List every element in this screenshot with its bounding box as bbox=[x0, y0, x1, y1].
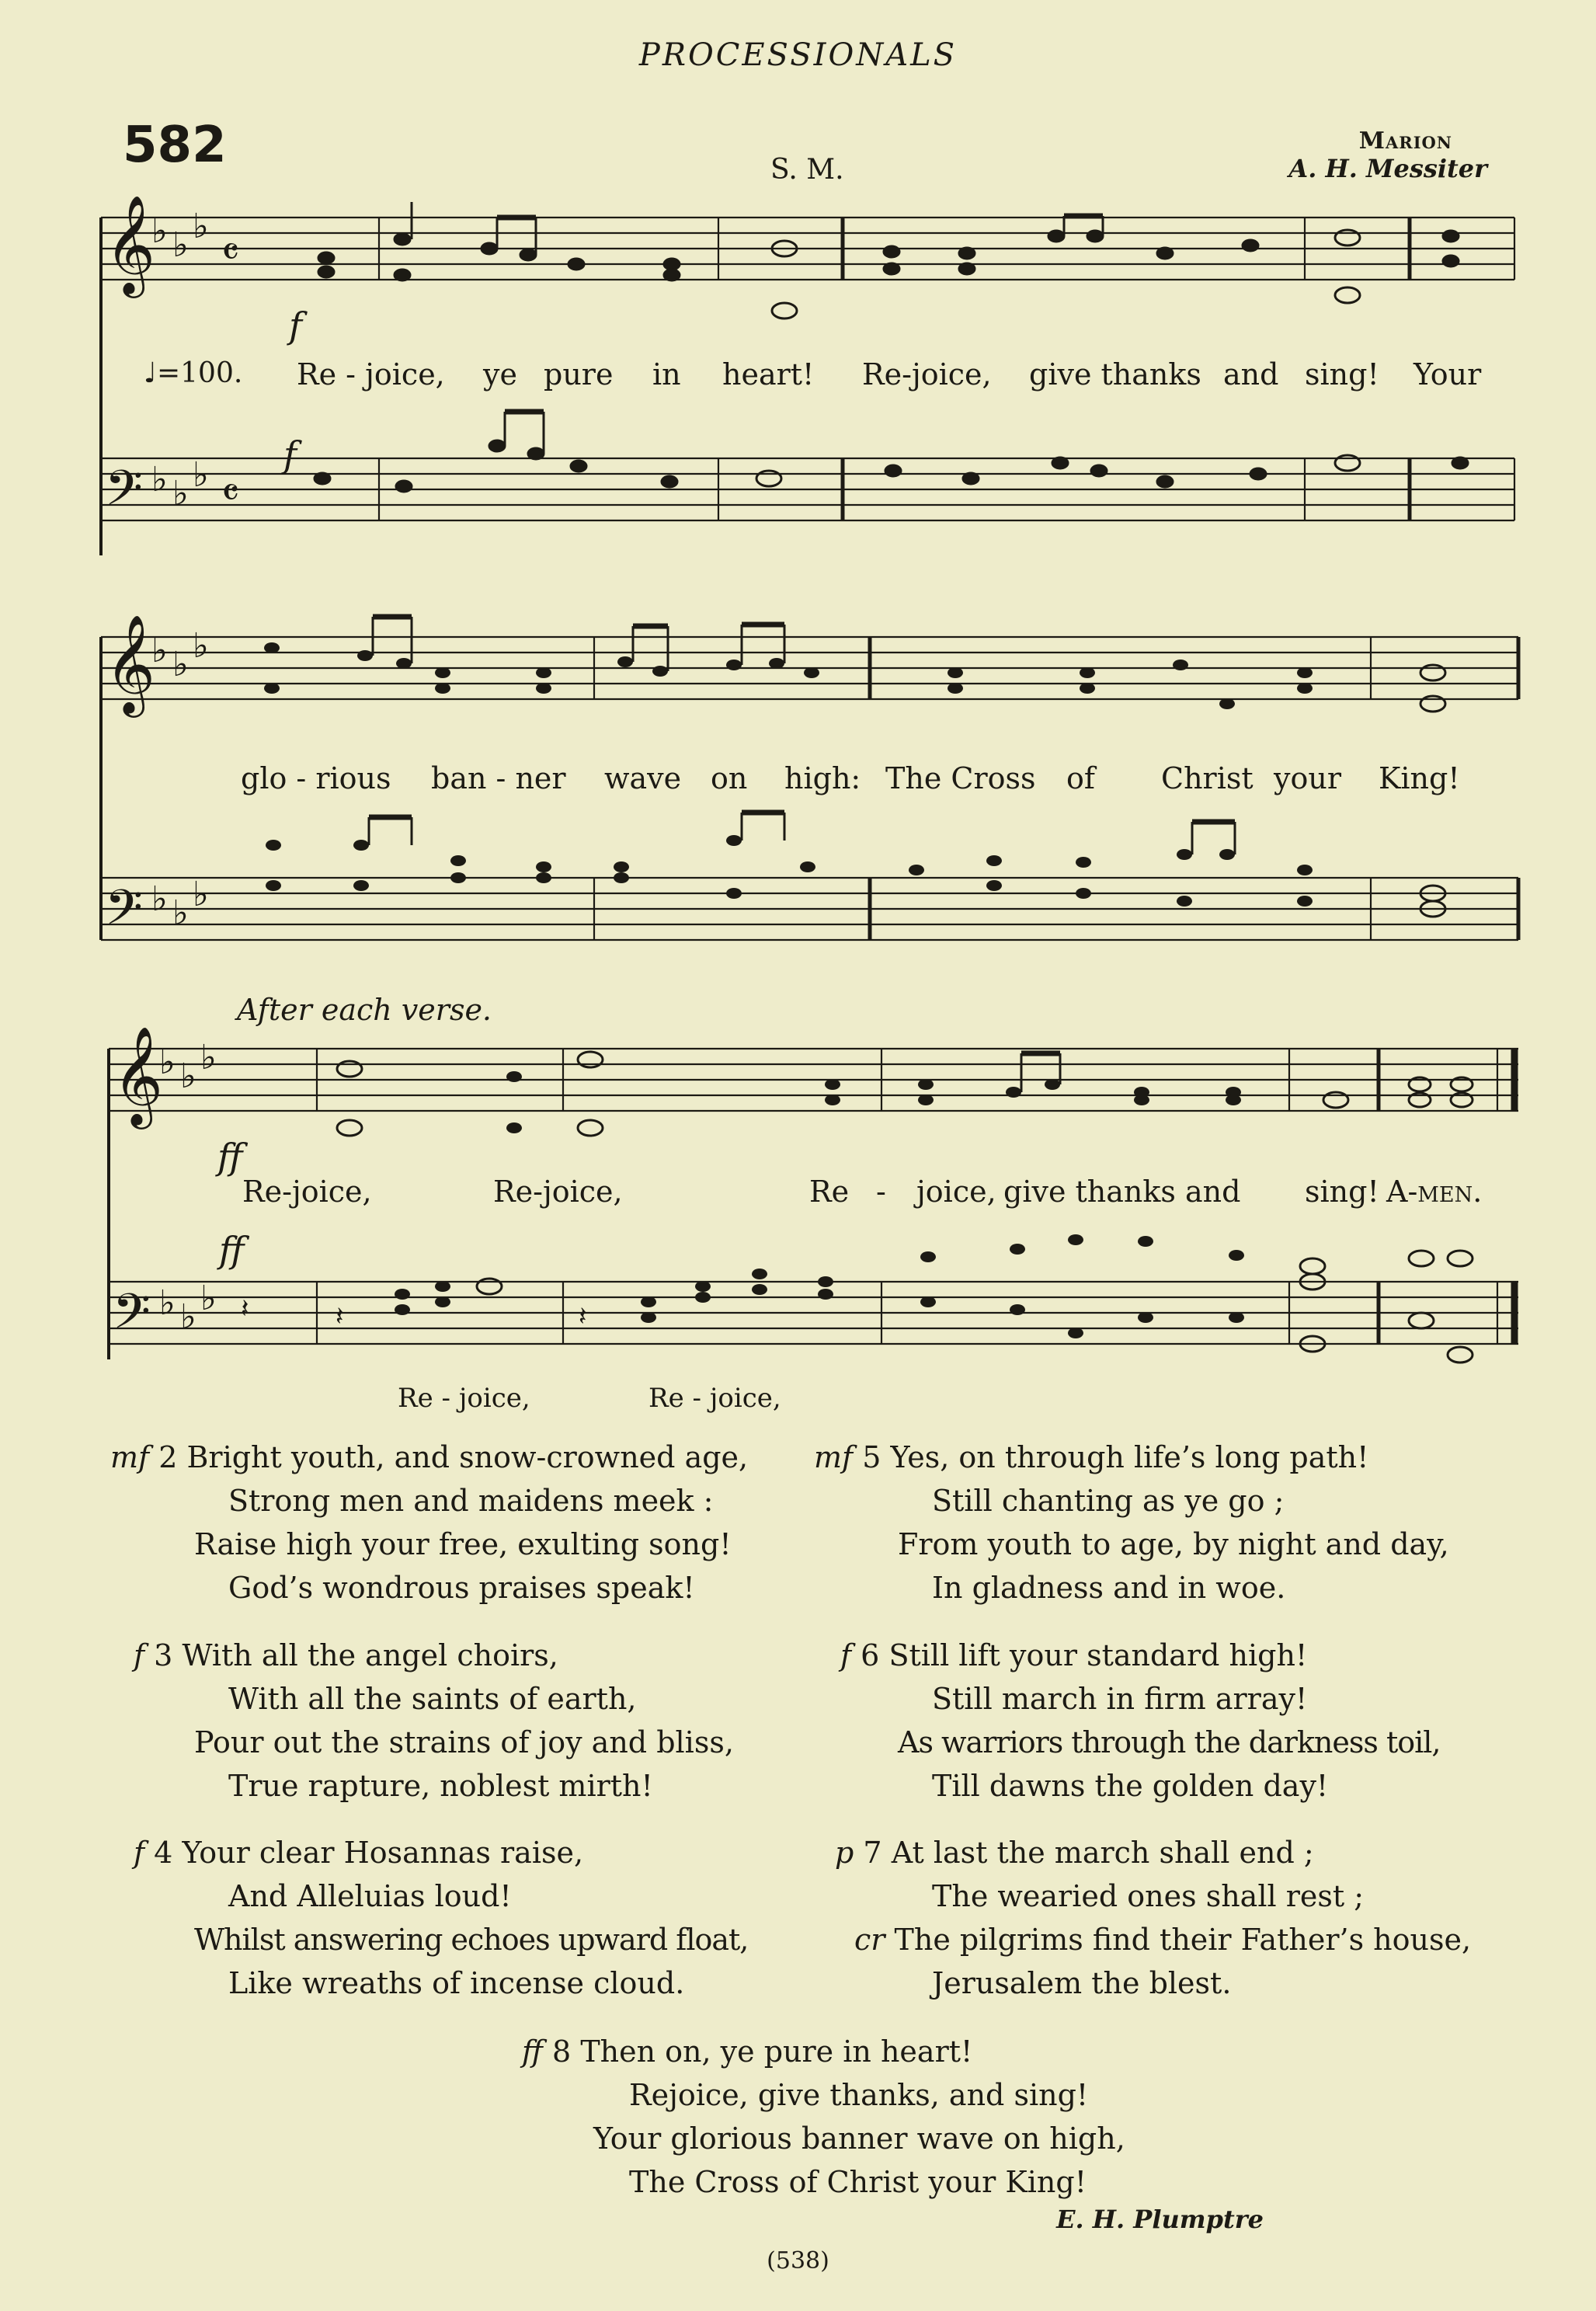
svg-text:♭: ♭ bbox=[151, 460, 168, 499]
verse-line: Strong men and maidens meek : bbox=[228, 1484, 714, 1518]
verse-line: In gladness and in woe. bbox=[932, 1571, 1286, 1605]
lyric-syllable: on bbox=[711, 761, 748, 795]
verse-number: 2 bbox=[158, 1440, 178, 1474]
verse-number: 8 bbox=[552, 2034, 572, 2069]
verse-line: The Cross of Christ your King! bbox=[629, 2165, 1087, 2199]
lyric-syllable: sing! bbox=[1305, 357, 1379, 392]
verse-line: Still march in firm array! bbox=[932, 1682, 1308, 1716]
lyric-syllable: and bbox=[1223, 357, 1279, 392]
lyric-syllable: in bbox=[652, 357, 681, 392]
lyric-syllable: Christ bbox=[1161, 761, 1254, 795]
dynamic-forte-2: f bbox=[283, 433, 297, 475]
verse-line: The pilgrims find their Father’s house, bbox=[894, 1923, 1472, 1957]
svg-text:♭: ♭ bbox=[151, 211, 168, 251]
verse-line: Still lift your standard high! bbox=[888, 1638, 1308, 1672]
svg-text:♭: ♭ bbox=[151, 631, 168, 670]
svg-text:𝄢: 𝄢 bbox=[113, 1283, 151, 1352]
hymn-meter: S. M. bbox=[770, 154, 844, 186]
verse-number: 5 bbox=[862, 1440, 881, 1474]
lyric-syllable: Re-joice, bbox=[862, 357, 992, 392]
svg-text:𝄢: 𝄢 bbox=[105, 879, 143, 948]
svg-text:♭: ♭ bbox=[172, 474, 189, 513]
verse-dynamic: p bbox=[835, 1836, 854, 1870]
svg-text:𝄽: 𝄽 bbox=[336, 1301, 344, 1332]
svg-text:♭: ♭ bbox=[172, 225, 189, 265]
lyric-syllable: of bbox=[1066, 761, 1095, 795]
svg-text:♭: ♭ bbox=[180, 1056, 196, 1096]
verse-line: Jerusalem the blest. bbox=[932, 1966, 1232, 2000]
verse-line: Till dawns the golden day! bbox=[932, 1769, 1329, 1803]
verse-dynamic: mf bbox=[110, 1440, 150, 1474]
verse-line: Yes, on through life’s long path! bbox=[890, 1440, 1369, 1474]
lyric-syllable: Re bbox=[809, 1175, 850, 1209]
verse-number: 7 bbox=[863, 1836, 882, 1870]
verse-line: Then on, ye pure in heart! bbox=[580, 2034, 973, 2069]
lyric-syllable: Re-joice, bbox=[493, 1175, 623, 1209]
svg-text:♭: ♭ bbox=[200, 1279, 217, 1318]
verse-number: 3 bbox=[154, 1638, 173, 1672]
lyric-syllable: A-men. bbox=[1386, 1175, 1483, 1209]
verse-dynamic: f bbox=[840, 1638, 852, 1672]
lyric-syllable: give thanks and bbox=[1003, 1175, 1241, 1209]
svg-text:♭: ♭ bbox=[172, 893, 189, 933]
verse-line: True rapture, noblest mirth! bbox=[228, 1769, 653, 1803]
verse-number: 6 bbox=[861, 1638, 880, 1672]
svg-text:𝄢: 𝄢 bbox=[105, 459, 143, 528]
svg-text:♭: ♭ bbox=[193, 455, 209, 495]
tune-name: Marion bbox=[1358, 127, 1452, 155]
verse-line: At last the march shall end ; bbox=[891, 1836, 1314, 1870]
lyric-syllable: your bbox=[1274, 761, 1341, 795]
verse-dynamic: mf bbox=[814, 1440, 854, 1474]
tempo-marking: ♩=100. bbox=[144, 357, 243, 389]
verse-line: And Alleluias loud! bbox=[228, 1879, 512, 1913]
verse-line: Like wreaths of incense cloud. bbox=[228, 1966, 685, 2000]
lyric-syllable: Re-joice, bbox=[242, 1175, 372, 1209]
svg-text:𝄽: 𝄽 bbox=[579, 1301, 587, 1332]
verse-dynamic: f bbox=[134, 1836, 145, 1870]
svg-text:♭: ♭ bbox=[193, 875, 209, 914]
verse-line: With all the angel choirs, bbox=[182, 1638, 558, 1672]
verse-dynamic: ff bbox=[522, 2034, 543, 2069]
verse-line: With all the saints of earth, bbox=[228, 1682, 637, 1716]
verse-line: As warriors through the darkness toil, bbox=[898, 1725, 1441, 1759]
lyric-syllable: King! bbox=[1379, 761, 1460, 795]
verse-line: Bright youth, and snow-crowned age, bbox=[186, 1440, 749, 1474]
svg-text:𝄞: 𝄞 bbox=[105, 194, 156, 294]
lyric-syllable: Re - joice, bbox=[398, 1383, 530, 1414]
lyric-syllable: Re - joice, bbox=[297, 357, 445, 392]
lyric-syllable: Your bbox=[1413, 357, 1482, 392]
svg-text:♭: ♭ bbox=[180, 1297, 196, 1337]
lyric-syllable: pure bbox=[544, 357, 614, 392]
verse-4 bbox=[134, 1831, 748, 2005]
composer: A. H. Messiter bbox=[1288, 154, 1487, 183]
lyric-syllable: heart! bbox=[722, 357, 815, 392]
lyric-syllable: joice, bbox=[916, 1175, 996, 1209]
svg-text:♭: ♭ bbox=[151, 879, 168, 919]
svg-text:♭: ♭ bbox=[193, 626, 209, 666]
music-system-3 bbox=[0, 1025, 1596, 1398]
svg-text:𝄞: 𝄞 bbox=[113, 1025, 164, 1125]
lyric-syllable: ye bbox=[483, 357, 517, 392]
lyric-syllable: sing! bbox=[1305, 1175, 1379, 1209]
verse-dynamic: f bbox=[134, 1638, 145, 1672]
svg-text:♭: ♭ bbox=[159, 1283, 176, 1323]
svg-text:𝄞: 𝄞 bbox=[105, 614, 156, 713]
verse-line: From youth to age, by night and day, bbox=[898, 1527, 1449, 1561]
svg-text:♭: ♭ bbox=[193, 207, 209, 246]
svg-text:𝄴: 𝄴 bbox=[221, 229, 240, 276]
svg-text:♭: ♭ bbox=[200, 1038, 217, 1077]
svg-text:𝄽: 𝄽 bbox=[241, 1293, 249, 1324]
section-title: PROCESSIONALS bbox=[638, 37, 958, 73]
page-number: (538) bbox=[767, 2247, 829, 2274]
dynamic-fortissimo-2: ff bbox=[219, 1229, 245, 1271]
verse-6 bbox=[840, 1634, 1441, 1808]
quarter-note-icon: ♩ bbox=[144, 357, 157, 389]
lyric-syllable: - bbox=[876, 1175, 886, 1209]
lyric-syllable: Re - joice, bbox=[648, 1383, 781, 1414]
hymn-number: 582 bbox=[123, 117, 227, 174]
verse-3 bbox=[134, 1634, 734, 1808]
verse-dynamic: cr bbox=[854, 1923, 885, 1957]
verse-line: Whilst answering echoes upward float, bbox=[194, 1923, 749, 1957]
verse-line: Raise high your free, exulting song! bbox=[194, 1527, 732, 1561]
verse-7 bbox=[835, 1831, 1471, 2005]
svg-text:♭: ♭ bbox=[159, 1042, 176, 1082]
lyric-syllable: ban - ner bbox=[431, 761, 566, 795]
svg-text:𝄴: 𝄴 bbox=[221, 470, 240, 517]
verse-line: Your glorious banner wave on high, bbox=[593, 2121, 1125, 2156]
lyric-syllable: high: bbox=[784, 761, 861, 795]
dynamic-fortissimo-1: ff bbox=[217, 1136, 243, 1178]
lyric-syllable: glo - rious bbox=[241, 761, 391, 795]
after-each-verse-label: After each verse. bbox=[237, 993, 492, 1027]
verse-line: Your clear Hosannas raise, bbox=[182, 1836, 584, 1870]
verse-2 bbox=[110, 1436, 748, 1610]
lyric-syllable: wave bbox=[604, 761, 682, 795]
verse-5 bbox=[814, 1436, 1449, 1610]
svg-text:♭: ♭ bbox=[172, 645, 189, 684]
verse-number: 4 bbox=[154, 1836, 173, 1870]
dynamic-forte-1: f bbox=[289, 305, 303, 346]
verse-line: Still chanting as ye go ; bbox=[932, 1484, 1285, 1518]
hymn-author: E. H. Plumptre bbox=[1056, 2205, 1264, 2234]
verse-8 bbox=[522, 2030, 1125, 2204]
lyric-syllable: The Cross bbox=[885, 761, 1036, 795]
lyric-syllable: give thanks bbox=[1029, 357, 1201, 392]
verse-line: The wearied ones shall rest ; bbox=[932, 1879, 1365, 1913]
verse-line: Pour out the strains of joy and bliss, bbox=[194, 1725, 734, 1759]
verse-line: Rejoice, give thanks, and sing! bbox=[629, 2078, 1089, 2112]
verse-line: God’s wondrous praises speak! bbox=[228, 1571, 695, 1605]
